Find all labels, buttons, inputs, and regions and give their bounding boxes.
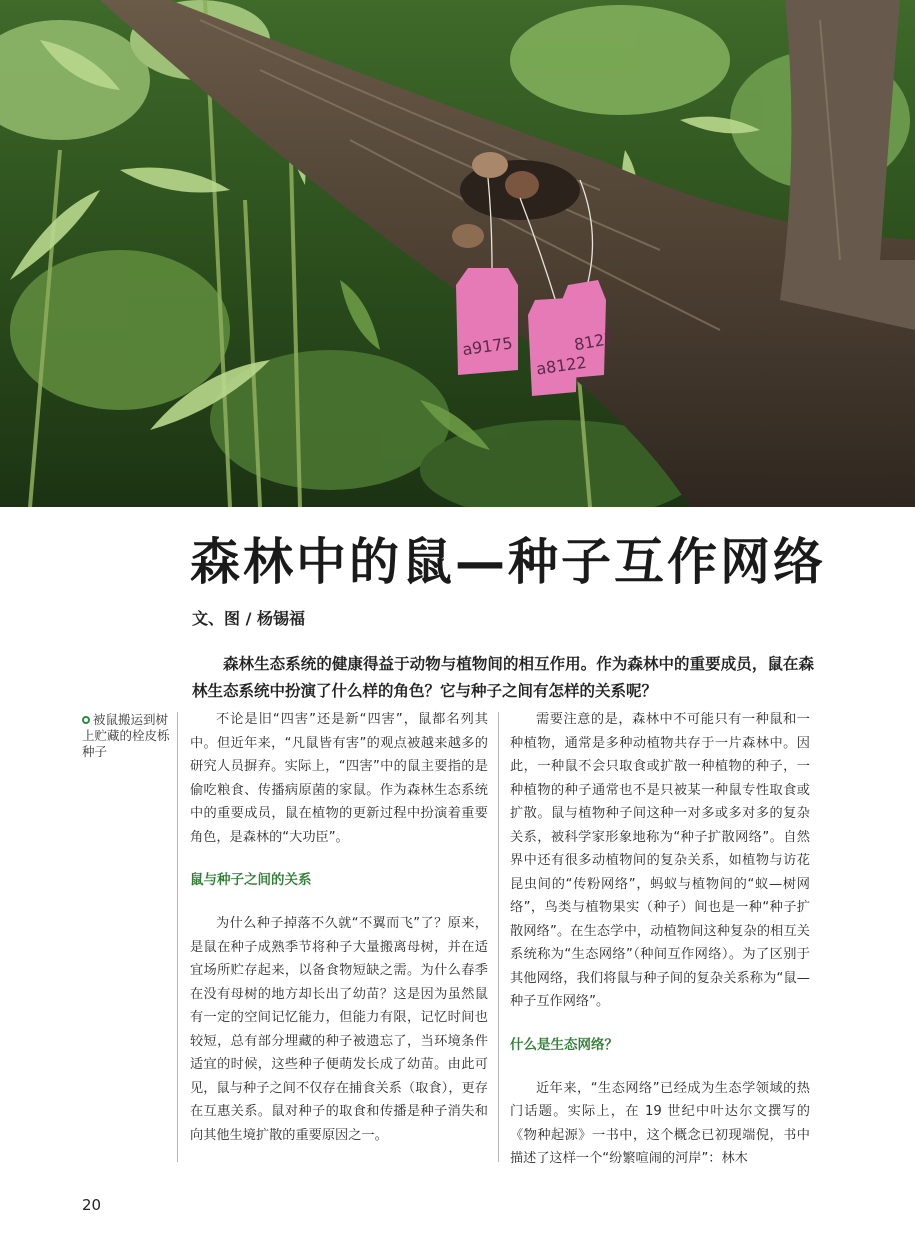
seed-tag-label-1: a9175 <box>461 333 514 360</box>
paragraph: 近年来，“生态网络”已经成为生态学领域的热门话题。实际上，在 19 世纪中叶达尔文撰写的《物种起源》一书中，这个概念已初现端倪，书中描述了这样一个“纷繁喧闹的河岸”：林木 <box>510 1080 810 1166</box>
text-column-2 <box>510 708 810 1168</box>
paragraph: 不论是旧“四害”还是新“四害”，鼠都名列其中。但近年来，“凡鼠皆有害”的观点被越来越多的研究人员摒弃。实际上，“四害”中的鼠主要指的是偷吃粮食、传播病原菌的家鼠。作为森林生态系统中的重要成员，鼠在植物的更新过程中扮演着重要角色，是森林的“大功臣”。 <box>190 712 488 845</box>
cover-photo <box>0 0 915 507</box>
article-lead: 森林生态系统的健康得益于动物与植物间的相互作用。作为森林中的重要成员，鼠在森林生态系统中扮演了什么样的角色？它与种子之间有怎样的关系呢？ <box>192 654 814 700</box>
page-number: 20 <box>82 1196 102 1214</box>
seed-tag-label-3: 8127 <box>572 328 617 355</box>
paragraph: 为什么种子掉落不久就“不翼而飞”了？原来，是鼠在种子成熟季节将种子大量搬离母树，并在适宜场所贮存起来，以备食物短缺之需。为什么春季在没有母树的地方却长出了幼苗？这是因为虽然鼠有一定的空间记忆能力，但能力有限，记忆时间也较短，总有部分埋藏的种子被遗忘了，当环境条件适宜的时候，这些种子便萌发长成了幼苗。由此可见，鼠与种子之间不仅存在捕食关系（取食），更存在互惠关系。鼠对种子的取食和传播是种子消失和向其他生境扩散的重要原因之一。 <box>190 916 488 1143</box>
column-divider-left <box>177 712 178 1162</box>
section-heading: 什么是生态网络？ <box>510 1036 618 1053</box>
photo-caption <box>82 712 172 760</box>
article-title: 森林中的鼠—种子互作网络 <box>190 533 826 591</box>
section-heading: 鼠与种子之间的关系 <box>190 872 312 888</box>
paragraph: 需要注意的是，森林中不可能只有一种鼠和一种植物，通常是多种动植物共存于一片森林中。因此，一种鼠不会只取食或扩散一种植物的种子，一种植物的种子通常也不是只被某一种鼠专性取食或扩散。鼠与植物种子间这种一对多或多对多的复杂关系，被科学家形象地称为“种子扩散网络”。自然界中还有很多动植物间的复杂关系，如植物与访花昆虫间的“传粉网络”，蚂蚁与植物间的“蚁—树网络”，鸟类与植物果实（种子）间也是一种“种子扩散网络”。在生态学中，动植物间这种复杂的相互关系统称为“生态网络”（种间互作网络）。为了区别于其他网络，我们将鼠与种子间的复杂关系称为“鼠—种子互作网络”。 <box>510 712 810 1009</box>
forest-photo-illustration <box>0 0 915 507</box>
article-byline: 文、图 / 杨锡福 <box>192 609 305 628</box>
photo-caption-text: 被鼠搬运到树上贮藏的栓皮栎种子 <box>82 712 170 759</box>
column-divider-middle <box>498 712 499 1162</box>
seed-tag-label-2: a8122 <box>535 352 588 379</box>
bullet-circle-icon <box>82 716 90 724</box>
text-column-1 <box>190 708 488 1168</box>
